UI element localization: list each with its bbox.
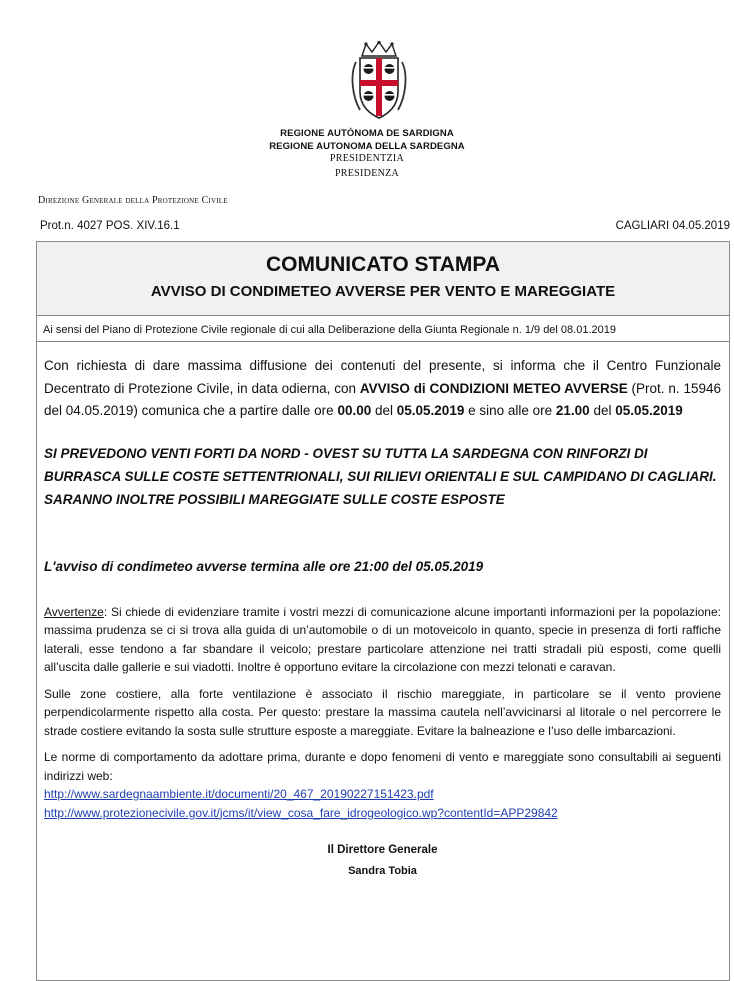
coastal-paragraph: Sulle zone costiere, alla forte ventilazione è associato il rischio mareggiate, in particolare se il vento proviene perpendicolarmente rispetto alla costa. Per questo: prestare la massima cautela nell’avvicinarsi al litorale o nel percorrere le strade costiere evitando la sosta sulle strutture esposte a mareggiate. Evitare la balneazione e l’uso delle imbarcazioni. (44, 686, 721, 738)
link-protezione-civile[interactable]: http://www.protezionecivile.gov.it/jcms/it/view_cosa_fare_idrogeologico.wp?contentId=APP29842 (44, 805, 558, 820)
page-subtitle: AVVISO DI CONDIMETEO AVVERSE PER VENTO E MAREGGIATE (150, 283, 616, 300)
intro-text-2: (Prot. n. 15946 del 04.05.2019) comunica che a partire dalle ore (44, 380, 722, 418)
signature-name: Sandra Tobia (348, 865, 417, 877)
title-box (36, 241, 730, 316)
intro-text-3: del (371, 403, 397, 418)
intro-start-time: 00.00 (337, 403, 372, 418)
intro-paragraph (44, 355, 721, 423)
intro-text-1: Con richiesta di dare massima diffusione dei contenuti del presente, si informa che il Centro Funzionale Decentrato di Protezione Civile, in data odierna, con (44, 358, 721, 396)
warnings-text: : Si chiede di evidenziare tramite i vostri mezzi di comunicazione alcune importanti informazioni per la popolazione: massima prudenza se ci si trova alla guida di un’automobile o di un motoveicolo in quanto, specie in presenza di forti raffiche laterali, esse tendono a far sbandare il veicolo; prestare particolare attenzione nei tratti stradali più esposti, come quelli all’uscita dalle gallerie e sui viadotti. Inoltre è opportuno evitare la circolazione con mezzi telonati e caravan. (44, 604, 721, 674)
presidency-sardinian: PRESIDENTZIA (329, 153, 405, 164)
sardinia-emblem-icon (348, 40, 410, 124)
link-sardegna-ambiente[interactable]: http://www.sardegnaambiente.it/documenti/20_467_20190227151423.pdf (44, 787, 434, 801)
warnings-paragraph (44, 603, 721, 677)
body-box (36, 341, 730, 981)
intro-end-date: 05.05.2019 (615, 403, 683, 418)
rules-paragraph (44, 748, 721, 822)
region-name-sardinian: REGIONE AUTÒNOMA DE SARDIGNA (280, 128, 454, 139)
document-date: CAGLIARI 04.05.2019 (615, 220, 730, 232)
page-title: COMUNICATO STAMPA (265, 253, 501, 276)
rules-text: Le norme di comportamento da adottare prima, durante e dopo fenomeni di vento e mareggiate sono consultabili ai seguenti indirizzi web: (44, 750, 721, 783)
region-name-italian: REGIONE AUTONOMA DELLA SARDEGNA (269, 141, 465, 152)
directorate-name: Direzione Generale della Protezione Civile (38, 195, 228, 206)
intro-bold-notice: AVVISO di CONDIZIONI METEO AVVERSE (359, 380, 628, 396)
intro-start-date: 05.05.2019 (396, 403, 465, 418)
warnings-label: Avvertenze (44, 604, 104, 619)
signature-role: Il Direttore Generale (327, 844, 438, 856)
weather-alert-text: SI PREVEDONO VENTI FORTI DA NORD - OVEST SU TUTTA LA SARDEGNA CON RINFORZI DI BURRASCA SULLE COSTE SETTENTRIONALI, SUI RILIEVI ORIENTALI E SUL CAMPIDANO DI CAGLIARI. SARANNO INOLTRE POSSIBILI MAREGGIATE SULLE COSTE ESPOSTE (44, 445, 717, 507)
alert-end-note: L'avviso di condimeteo avverse termina alle ore 21:00 del 05.05.2019 (44, 558, 484, 574)
protocol-number: Prot.n. 4027 POS. XIV.16.1 (40, 220, 180, 232)
presidency-italian: PRESIDENZA (334, 168, 400, 179)
intro-text-4: e sino alle ore (464, 403, 556, 418)
legal-reference: Ai sensi del Piano di Protezione Civile regionale di cui alla Deliberazione della Giunta Regionale n. 1/9 del 08.01.2019 (36, 315, 730, 342)
intro-text-5: del (589, 403, 616, 418)
intro-end-time: 21.00 (555, 403, 590, 418)
